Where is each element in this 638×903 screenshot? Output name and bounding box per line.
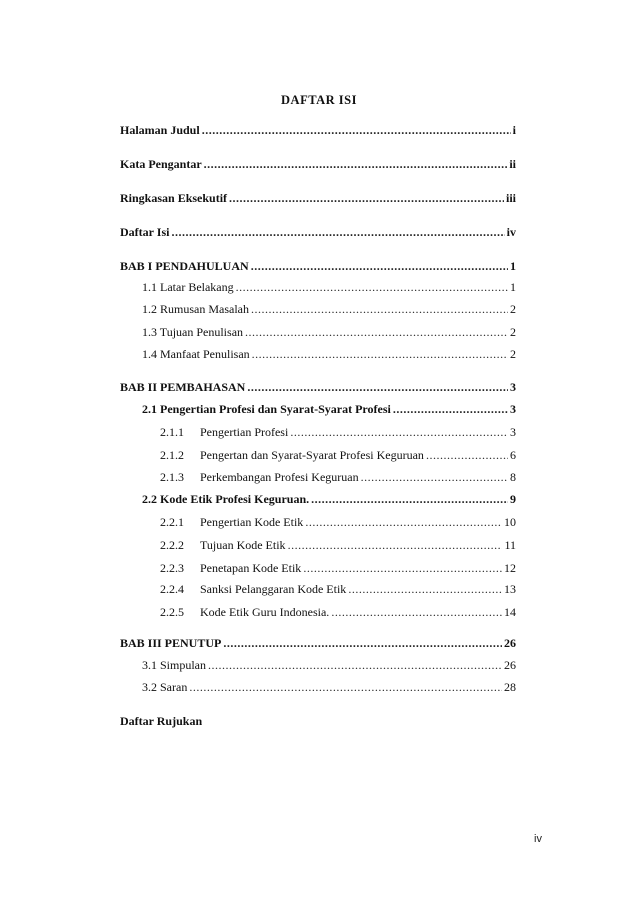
toc-entry-2-2-4[interactable] [160,582,516,598]
dot-leader [204,157,508,172]
page-number: iv [534,833,542,845]
toc-chapter-bab-3[interactable] [120,636,516,652]
dot-leader [208,658,502,673]
toc-entry-label: 2.1 Pengertian Profesi dan Syarat-Syarat Profesi [142,402,391,416]
toc-entry-label: BAB III PENUTUP [120,636,222,650]
dot-leader [305,515,502,530]
dot-leader [236,280,508,295]
dot-leader [311,492,508,507]
toc-entry-label: Halaman Judul [120,123,200,137]
dot-leader [426,448,508,463]
toc-entry-label: Kata Pengantar [120,157,202,171]
toc-section-2-1[interactable] [142,402,516,418]
dot-leader [288,538,503,553]
dot-leader [252,347,508,362]
toc-chapter-bab-1[interactable] [120,259,516,275]
toc-entry-1-4[interactable] [142,347,516,363]
toc-entry-label: Perkembangan Profesi Keguruan [200,470,359,484]
toc-entry-label: 1.1 Latar Belakang [142,280,234,294]
toc-entry-page: ii [509,157,516,171]
toc-entry-page: 9 [510,492,516,506]
toc-entry-page: i [512,123,516,137]
toc-entry-page: 26 [504,636,516,650]
toc-entry-page: 12 [504,561,516,575]
dot-leader [223,636,502,651]
toc-entry-label: 2.2 Kode Etik Profesi Keguruan. [142,492,310,506]
dot-leader [202,123,511,138]
toc-entry-1-2[interactable] [142,302,516,318]
dot-leader [245,325,508,340]
toc-entry-label: Sanksi Pelanggaran Kode Etik [200,582,347,596]
toc-entry-daftar-rujukan[interactable] [120,714,202,730]
toc-entry-label: BAB I PENDAHULUAN [120,259,249,273]
toc-entry-label: Tujuan Kode Etik [200,538,286,552]
page-title: DAFTAR ISI [281,93,357,107]
toc-entry-2-2-3[interactable] [160,561,516,577]
toc-chapter-bab-2[interactable] [120,380,516,396]
toc-entry-number: 2.2.4 [160,582,184,596]
toc-entry-label: 1.2 Rumusan Masalah [142,302,249,316]
toc-section-2-2[interactable] [142,492,516,508]
toc-entry-page: 26 [504,658,516,672]
toc-entry-page: 1 [510,280,516,294]
toc-entry-kata-pengantar[interactable] [120,157,516,173]
toc-entry-2-1-2[interactable] [160,448,516,464]
toc-entry-label: Pengertian Profesi [200,425,289,439]
dot-leader [251,259,508,274]
toc-entry-2-2-1[interactable] [160,515,516,531]
toc-entry-page: 11 [504,538,516,552]
dot-leader [229,191,504,206]
toc-entry-label: 1.3 Tujuan Penulisan [142,325,244,339]
toc-entry-page: 1 [510,259,516,273]
toc-entry-3-1[interactable] [142,658,516,674]
toc-entry-1-1[interactable] [142,280,516,296]
dot-leader [251,302,508,317]
toc-entry-label: Penetapan Kode Etik [200,561,302,575]
toc-entry-label: Ringkasan Eksekutif [120,191,228,205]
toc-entry-label: Daftar Isi [120,225,170,239]
toc-entry-3-2[interactable] [142,680,516,696]
toc-entry-page: 10 [504,515,516,529]
toc-entry-1-3[interactable] [142,325,516,341]
toc-entry-page: 28 [504,680,516,694]
toc-entry-label: Pengertian Kode Etik [200,515,304,529]
toc-entry-number: 2.1.1 [160,425,184,439]
toc-entry-page: 3 [510,380,516,394]
toc-entry-page: 8 [510,470,516,484]
toc-entry-2-2-5[interactable] [160,605,516,621]
toc-entry-label: Daftar Rujukan [120,714,203,728]
toc-entry-number: 2.1.2 [160,448,184,462]
dot-leader [171,225,504,240]
toc-entry-page: 14 [504,605,516,619]
toc-entry-ringkasan-eksekutif[interactable] [120,191,516,207]
toc-entry-page: 2 [510,302,516,316]
toc-entry-2-2-2[interactable] [160,538,516,554]
dot-leader [393,402,508,417]
toc-entry-2-1-3[interactable] [160,470,516,486]
toc-entry-page: 3 [510,425,516,439]
toc-entry-page: 3 [510,402,516,416]
toc-entry-number: 2.1.3 [160,470,184,484]
toc-entry-number: 2.2.5 [160,605,184,619]
toc-entry-label: 3.2 Saran [142,680,188,694]
dot-leader [361,470,508,485]
toc-entry-page: iii [505,191,516,205]
toc-entry-label: BAB II PEMBAHASAN [120,380,246,394]
dot-leader [290,425,508,440]
toc-entry-label: Pengertan dan Syarat-Syarat Profesi Keguruan [200,448,424,462]
toc-entry-halaman-judul[interactable] [120,123,516,139]
toc-entry-label: 1.4 Manfaat Penulisan [142,347,250,361]
dot-leader [348,582,502,597]
dot-leader [331,605,502,620]
dot-leader [189,680,502,695]
toc-entry-page: 2 [510,325,516,339]
toc-entry-number: 2.2.1 [160,515,184,529]
toc-entry-daftar-isi[interactable] [120,225,516,241]
toc-entry-page: 6 [510,448,516,462]
toc-entry-page: 13 [504,582,516,596]
toc-entry-2-1-1[interactable] [160,425,516,441]
toc-entry-page: iv [506,225,516,239]
toc-entry-label: 3.1 Simpulan [142,658,207,672]
toc-entry-number: 2.2.3 [160,561,184,575]
toc-entry-number: 2.2.2 [160,538,184,552]
dot-leader [303,561,502,576]
dot-leader [247,380,508,395]
toc-entry-label: Kode Etik Guru Indonesia. [200,605,330,619]
toc-entry-page: 2 [510,347,516,361]
